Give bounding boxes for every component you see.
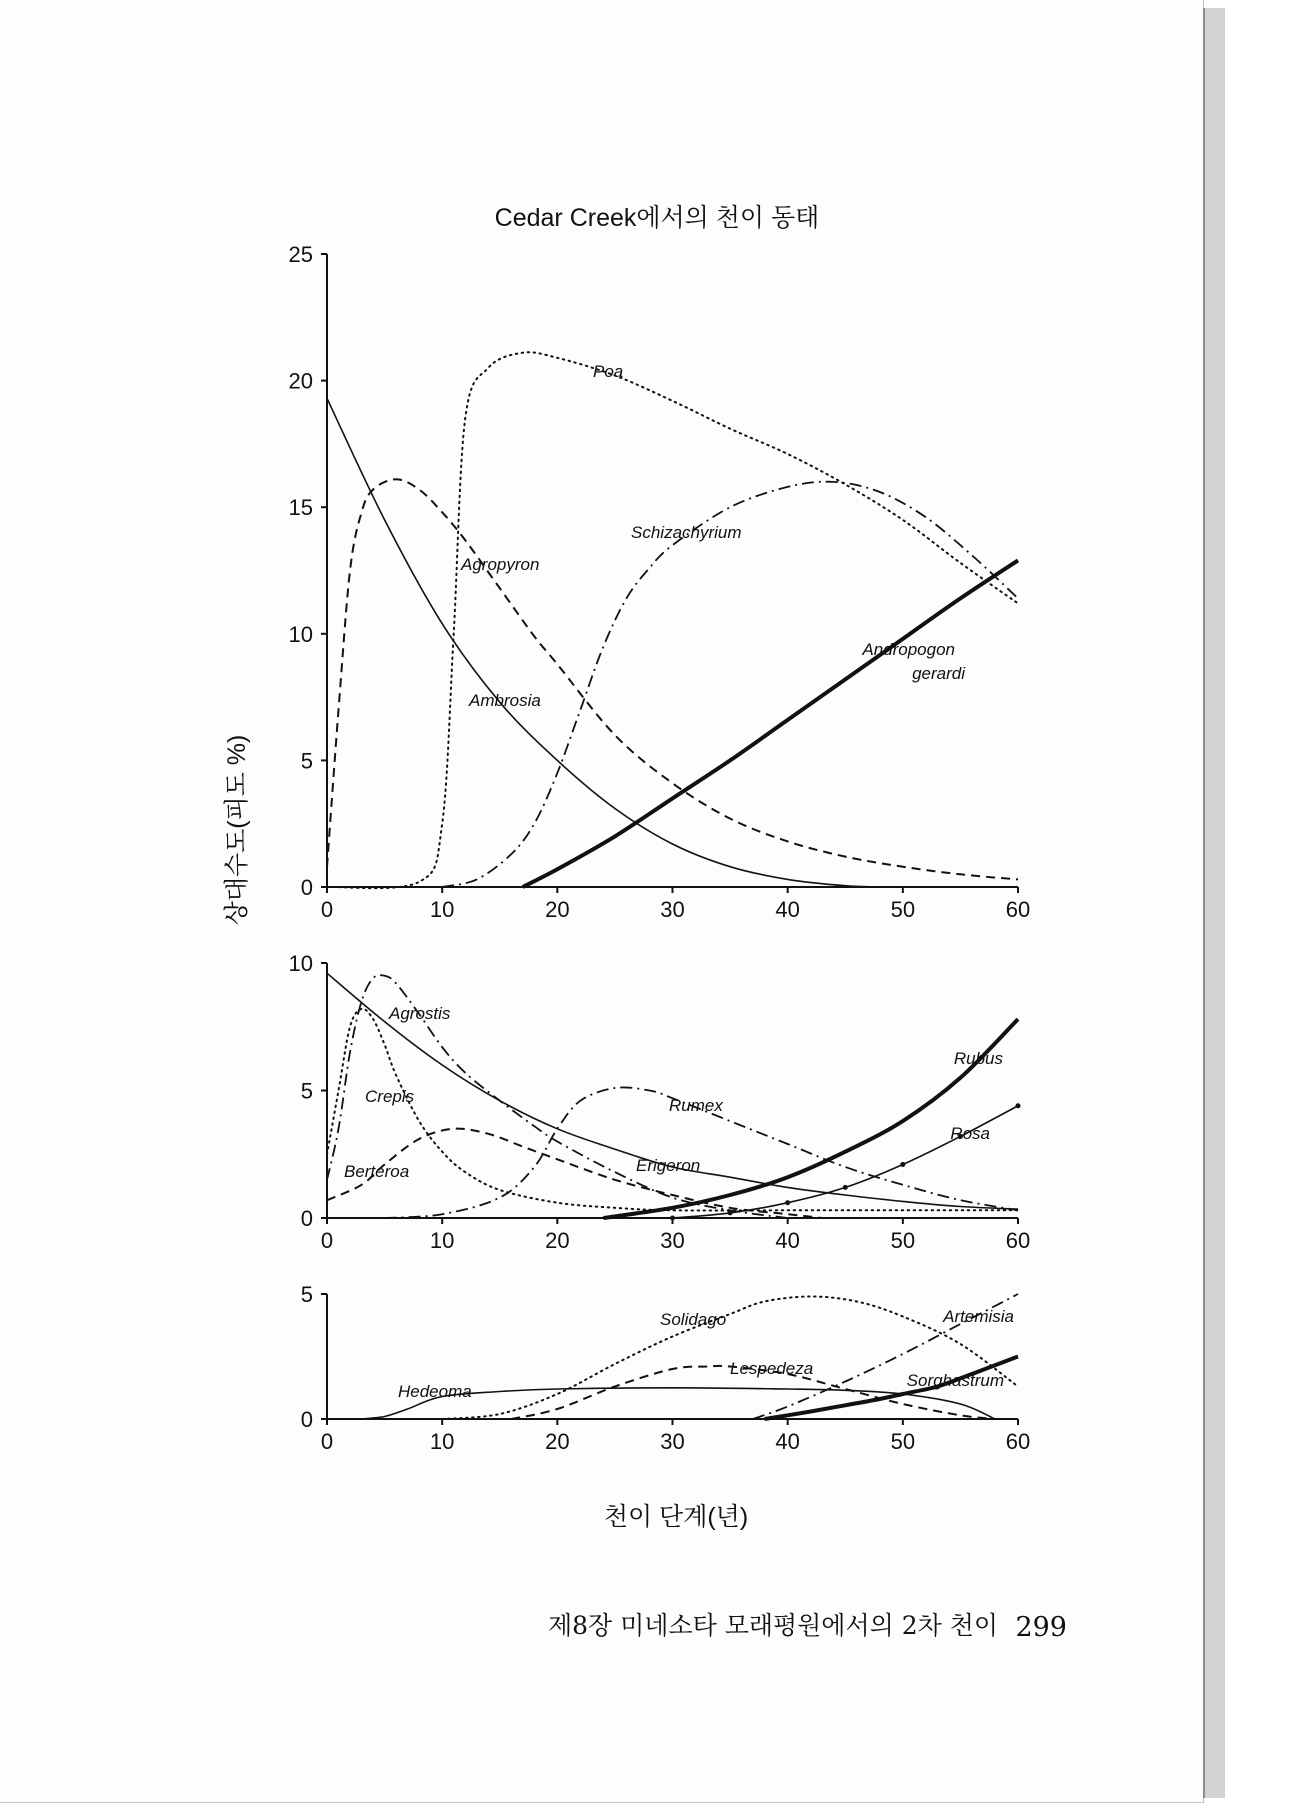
y-tick-label: 0	[300, 1206, 313, 1231]
chart-panel-1	[289, 242, 1031, 922]
chart-title: Cedar Creek에서의 천이 동태	[494, 204, 820, 232]
series-label-solidago: Solidago	[660, 1310, 727, 1329]
series-label-agropyron: Agropyron	[461, 555, 540, 574]
series-marker-rosa	[785, 1200, 790, 1205]
series-line-poa	[327, 352, 1018, 888]
series-label-ambrosia: Ambrosia	[469, 691, 541, 710]
series-label-berteroa: Berteroa	[344, 1162, 410, 1181]
x-tick-label: 0	[320, 897, 334, 922]
x-tick-label: 60	[1005, 897, 1031, 922]
series-label-artemisia: Artemisia	[943, 1307, 1014, 1326]
series-label-sorghastrum: Sorghastrum	[906, 1371, 1004, 1390]
x-tick-label: 20	[545, 1429, 570, 1454]
series-line-schizachyrium	[442, 482, 1018, 887]
x-tick-label: 40	[775, 1429, 800, 1454]
series-label-rosa: Rosa	[950, 1124, 990, 1143]
series-marker-rosa	[728, 1210, 733, 1215]
series-marker-rosa	[1016, 1103, 1021, 1108]
chart-panel-2	[289, 951, 1031, 1253]
x-tick-label: 30	[660, 1429, 685, 1454]
x-tick-label: 50	[890, 1429, 916, 1454]
series-label-andropogon-gerardi: Andropogon gerardi	[862, 640, 965, 683]
x-tick-label: 50	[890, 897, 916, 922]
y-tick-label: 25	[288, 242, 313, 267]
series-label-erigeron: Erigeron	[636, 1156, 701, 1175]
x-tick-label: 0	[320, 1429, 334, 1454]
series-marker-rosa	[843, 1185, 848, 1190]
x-tick-label: 40	[775, 897, 800, 922]
series-label-poa: Poa	[593, 362, 624, 381]
page-number: 299	[1015, 1612, 1067, 1643]
series-label-lespedeza: Lespedeza	[730, 1359, 814, 1378]
x-tick-label: 20	[545, 897, 570, 922]
series-label-rubus: Rubus	[953, 1049, 1003, 1068]
x-tick-label: 30	[660, 1228, 685, 1253]
series-label-hedeoma: Hedeoma	[398, 1382, 472, 1401]
chart-panels	[289, 242, 1031, 1454]
series-line-solidago	[442, 1297, 1018, 1420]
series-label-crepis: Crepis	[365, 1087, 415, 1106]
chapter-footer: 제8장 미네소타 모래평원에서의 2차 천이	[548, 1611, 998, 1640]
y-axis-title: 상대수도(피도 %)	[223, 734, 251, 926]
y-tick-label: 0	[300, 1407, 313, 1432]
y-tick-label: 5	[300, 1078, 313, 1104]
x-tick-label: 20	[545, 1228, 570, 1253]
chart-panel-3	[301, 1282, 1030, 1454]
x-tick-label: 50	[890, 1228, 916, 1253]
x-tick-label: 60	[1005, 1429, 1031, 1454]
y-tick-label: 20	[288, 368, 313, 394]
y-tick-label: 10	[288, 951, 313, 976]
y-tick-label: 5	[300, 1282, 313, 1307]
x-tick-label: 10	[429, 897, 455, 922]
y-tick-label: 10	[288, 621, 313, 647]
x-tick-label: 60	[1005, 1228, 1031, 1253]
x-axis-title: 천이 단계(년)	[603, 1503, 749, 1531]
series-marker-rosa	[900, 1162, 905, 1167]
series-marker-rosa	[670, 1216, 675, 1221]
x-tick-label: 40	[775, 1228, 800, 1253]
x-tick-label: 30	[660, 897, 685, 922]
series-label-schizachyrium: Schizachyrium	[631, 523, 742, 542]
series-label-agrostis: Agrostis	[389, 1004, 451, 1023]
x-tick-label: 10	[429, 1228, 455, 1253]
y-tick-label: 5	[300, 748, 313, 774]
x-tick-label: 10	[429, 1429, 455, 1454]
series-line-ambrosia	[327, 398, 880, 887]
y-tick-label: 15	[288, 495, 313, 521]
x-tick-label: 0	[320, 1228, 334, 1253]
series-label-rumex: Rumex	[669, 1096, 723, 1115]
series-line-andropogon-gerardi	[523, 560, 1018, 887]
y-tick-label: 0	[300, 875, 313, 900]
